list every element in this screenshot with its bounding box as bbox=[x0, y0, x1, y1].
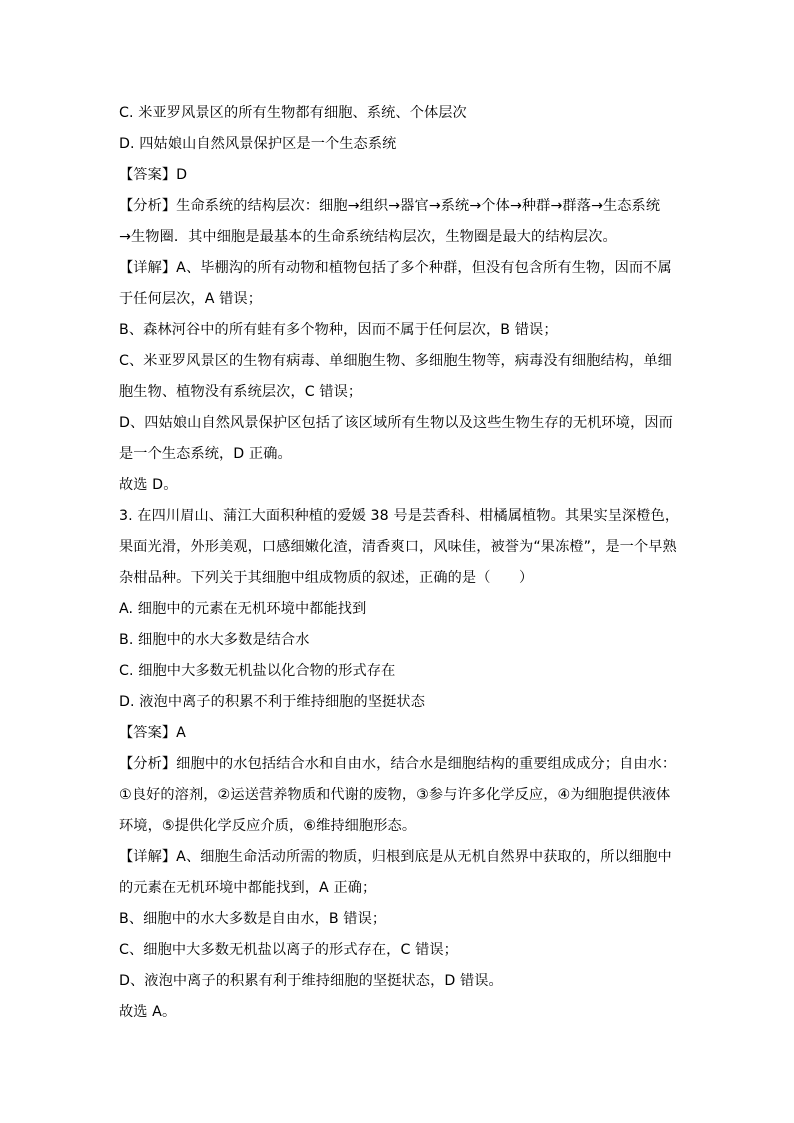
analysis-line: 【分析】细胞中的水包括结合水和自由水，结合水是细胞结构的重要组成成分；自由水： bbox=[119, 756, 677, 772]
analysis-line: 环境，⑤提供化学反应介质，⑥维持细胞形态。 bbox=[119, 818, 417, 834]
analysis-line: 【分析】生命系统的结构层次：细胞→组织→器官→系统→个体→种群→群落→生态系统 bbox=[119, 198, 661, 214]
detail-line: 是一个生态系统，D 正确。 bbox=[119, 446, 292, 462]
conclusion-line: 故选 D。 bbox=[119, 477, 178, 493]
option-a: A. 细胞中的元素在无机环境中都能找到 bbox=[119, 601, 367, 617]
detail-line: C、细胞中大多数无机盐以离子的形式存在，C 错误； bbox=[119, 942, 458, 958]
analysis-line: ①良好的溶剂，②运送营养物质和代谢的废物，③参与许多化学反应，④为细胞提供液体 bbox=[119, 787, 671, 803]
analysis-line: →生物圈．其中细胞是最基本的生命系统结构层次，生物圈是最大的结构层次。 bbox=[119, 229, 617, 245]
detail-line: B、细胞中的水大多数是自由水，B 错误； bbox=[119, 911, 387, 927]
option-b: B. 细胞中的水大多数是结合水 bbox=[119, 632, 310, 648]
detail-line: D、四姑娘山自然风景保护区包括了该区域所有生物以及这些生物生存的无机环境，因而 bbox=[119, 415, 673, 431]
option-c: C. 米亚罗风景区的所有生物都有细胞、系统、个体层次 bbox=[119, 105, 467, 121]
detail-line: 胞生物、植物没有系统层次，C 错误； bbox=[119, 384, 363, 400]
detail-line: B、森林河谷中的所有蛙有多个物种，因而不属于任何层次，B 错误； bbox=[119, 322, 558, 338]
detail-line: D、液泡中离子的积累有利于维持细胞的坚挺状态，D 错误。 bbox=[119, 973, 503, 989]
conclusion-line: 故选 A。 bbox=[119, 1004, 177, 1020]
question-stem: 杂柑品种。下列关于其细胞中组成物质的叙述，正确的是（ ） bbox=[119, 570, 534, 586]
detail-line: 【详解】A、毕棚沟的所有动物和植物包括了多个种群，但没有包含所有生物，因而不属 bbox=[119, 260, 672, 276]
answer-label: 【答案】A bbox=[119, 725, 186, 741]
option-c: C. 细胞中大多数无机盐以化合物的形式存在 bbox=[119, 663, 396, 679]
option-d: D. 四姑娘山自然风景保护区是一个生态系统 bbox=[119, 136, 397, 152]
document-page bbox=[119, 98, 679, 1028]
question-stem: 3. 在四川眉山、蒲江大面积种植的爱媛 38 号是芸香科、柑橘属植物。其果实呈深橙色， bbox=[119, 508, 680, 524]
detail-line: C、米亚罗风景区的生物有病毒、单细胞生物、多细胞生物等，病毒没有细胞结构，单细 bbox=[119, 353, 672, 369]
detail-line: 于任何层次，A 错误； bbox=[119, 291, 263, 307]
answer-label: 【答案】D bbox=[119, 167, 188, 183]
detail-line: 的元素在无机环境中都能找到，A 正确； bbox=[119, 880, 377, 896]
option-d: D. 液泡中离子的积累不利于维持细胞的坚挺状态 bbox=[119, 694, 425, 710]
detail-line: 【详解】A、细胞生命活动所需的物质，归根到底是从无机自然界中获取的，所以细胞中 bbox=[119, 849, 672, 865]
question-stem: 果面光滑，外形美观，口感细嫩化渣，清香爽口，风味佳，被誉为“果冻橙”，是一个早熟 bbox=[119, 539, 677, 555]
